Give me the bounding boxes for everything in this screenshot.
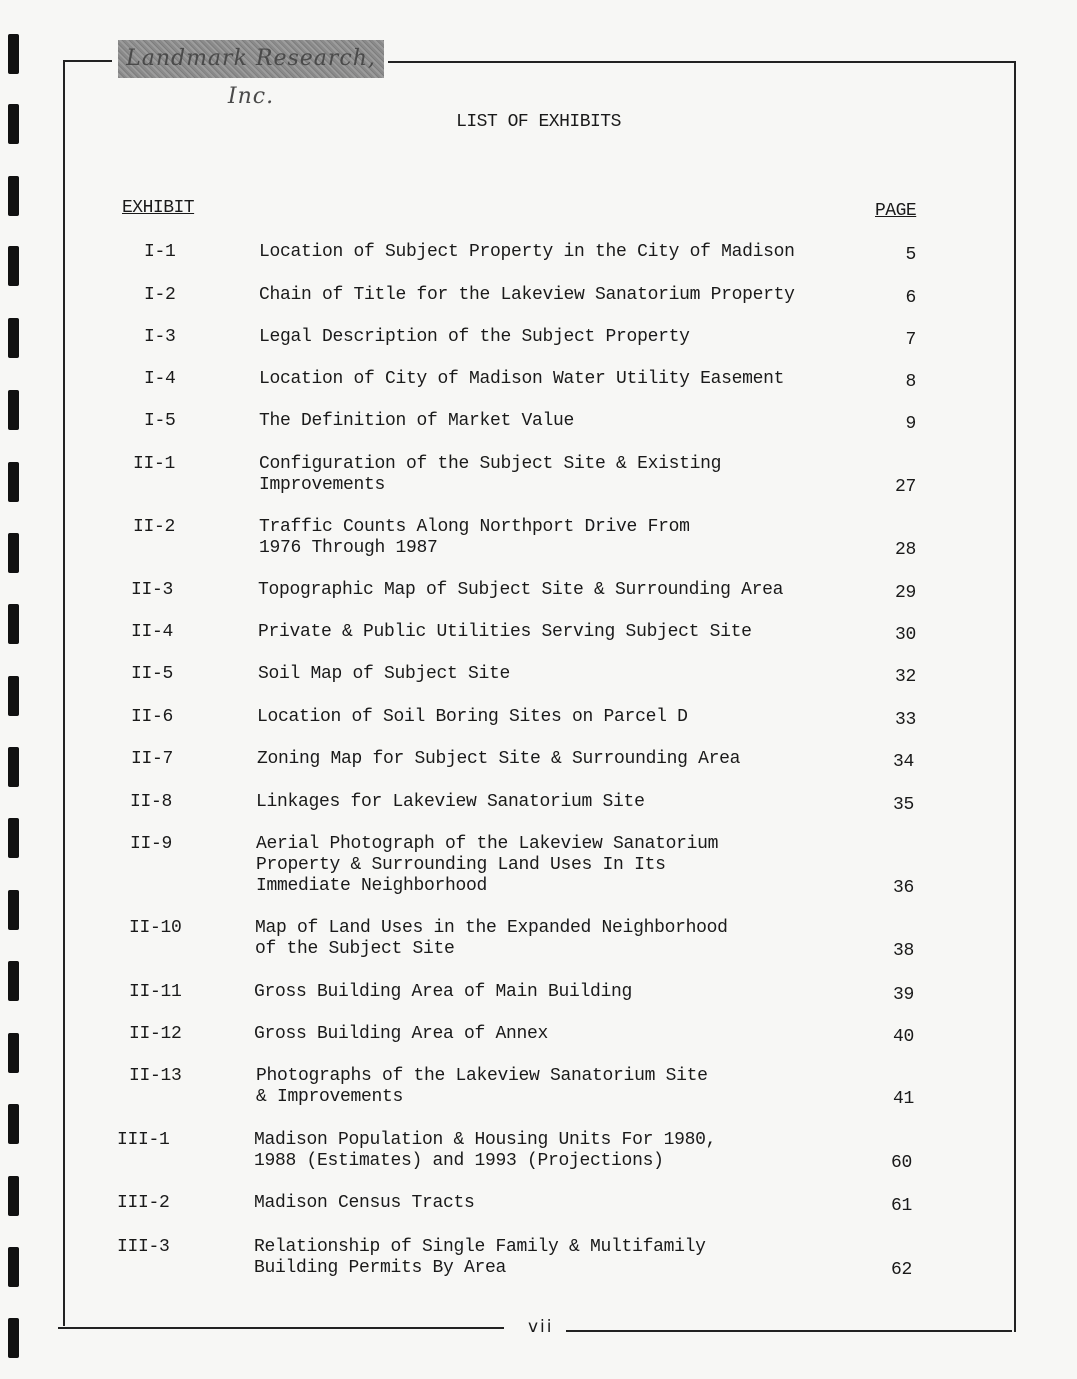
exhibit-title-line: Location of Subject Property in the City of Madison: [259, 242, 795, 262]
exhibit-number: I-4: [144, 369, 176, 389]
exhibit-title-line: Zoning Map for Subject Site & Surrounding Area: [257, 749, 741, 769]
exhibit-title-line: The Definition of Market Value: [259, 411, 575, 431]
exhibit-page-number: 39: [892, 985, 914, 1005]
binding-hole: [8, 390, 19, 430]
exhibit-page-number: 36: [892, 878, 914, 898]
exhibit-column-header: EXHIBIT: [122, 198, 195, 218]
exhibit-page-number: 6: [905, 288, 916, 308]
frame-line: [64, 60, 112, 62]
exhibit-page-number: 7: [905, 330, 916, 350]
binding-hole: [8, 246, 19, 286]
exhibit-title-line: Gross Building Area of Annex: [254, 1024, 549, 1044]
exhibit-number: II-5: [131, 664, 174, 684]
exhibit-title-line: 1976 Through 1987: [259, 538, 438, 558]
exhibit-title: [256, 792, 645, 813]
exhibit-number: I-5: [144, 411, 176, 431]
exhibit-title-line: Improvements: [259, 475, 386, 495]
exhibit-title: [258, 580, 783, 601]
binding-hole: [8, 1104, 19, 1144]
binding-hole: [8, 176, 19, 216]
exhibit-page-number: 34: [892, 752, 914, 772]
exhibit-title-line: Linkages for Lakeview Sanatorium Site: [256, 792, 645, 812]
exhibit-number: I-1: [144, 242, 176, 262]
exhibit-number: II-10: [129, 918, 182, 938]
exhibit-title: [254, 1130, 716, 1172]
exhibit-title: [254, 1024, 548, 1045]
exhibit-page-number: 32: [894, 667, 916, 687]
exhibit-title: [256, 1066, 708, 1108]
exhibit-title: [259, 454, 721, 496]
binding-hole: [8, 533, 19, 573]
exhibit-page-number: 33: [894, 710, 916, 730]
exhibit-page-number: 35: [892, 795, 914, 815]
exhibit-title: [259, 411, 574, 432]
page-column-header: PAGE: [875, 201, 917, 221]
binding-hole: [8, 1318, 19, 1358]
exhibit-title: [254, 1193, 475, 1214]
binding-hole: [8, 890, 19, 930]
exhibit-page-number: 61: [890, 1196, 912, 1216]
exhibit-title: [258, 664, 510, 685]
binding-hole: [8, 1033, 19, 1073]
exhibit-title-line: Property & Surrounding Land Uses In Its: [256, 855, 666, 875]
exhibit-title-line: & Improvements: [256, 1087, 404, 1107]
exhibit-page-number: 38: [892, 941, 914, 961]
exhibit-title-line: Madison Census Tracts: [254, 1193, 475, 1213]
exhibit-number: II-7: [131, 749, 174, 769]
exhibit-title: [259, 327, 690, 348]
exhibit-page-number: 41: [892, 1089, 914, 1109]
exhibit-number: II-2: [133, 517, 176, 537]
exhibit-title-line: Location of City of Madison Water Utility Easement: [259, 369, 785, 389]
exhibit-page-number: 5: [905, 245, 916, 265]
exhibit-title: [256, 834, 718, 897]
exhibit-number: II-8: [130, 792, 173, 812]
binding-hole: [8, 318, 19, 358]
exhibit-number: II-12: [129, 1024, 182, 1044]
exhibit-title: [259, 242, 795, 263]
exhibit-title: [258, 622, 752, 643]
company-logo: [118, 40, 384, 109]
exhibit-number: II-9: [130, 834, 173, 854]
exhibit-page-number: 40: [892, 1027, 914, 1047]
exhibit-title-line: Madison Population & Housing Units For 1980,: [254, 1130, 717, 1150]
exhibit-page-number: 62: [890, 1260, 912, 1280]
exhibit-number: II-6: [131, 707, 174, 727]
exhibit-number: III-2: [117, 1193, 170, 1213]
binding-hole: [8, 604, 19, 644]
exhibit-number: I-2: [144, 285, 176, 305]
exhibit-title-line: Legal Description of the Subject Property: [259, 327, 690, 347]
frame-line: [388, 61, 1016, 63]
exhibit-page-number: 27: [894, 477, 916, 497]
exhibit-title: [254, 982, 632, 1003]
exhibit-title-line: Soil Map of Subject Site: [258, 664, 511, 684]
binding-hole: [8, 747, 19, 787]
exhibit-page-number: 28: [894, 540, 916, 560]
binding-hole: [8, 818, 19, 858]
frame-line: [63, 60, 65, 1326]
exhibit-title-line: Immediate Neighborhood: [256, 876, 488, 896]
exhibit-title-line: Relationship of Single Family & Multifamily: [254, 1237, 706, 1257]
exhibit-title: [257, 707, 688, 728]
page-title: LIST OF EXHIBITS: [456, 112, 621, 132]
exhibit-title: [257, 749, 740, 770]
exhibit-title-line: Photographs of the Lakeview Sanatorium Site: [256, 1066, 708, 1086]
exhibit-title-line: Configuration of the Subject Site & Existing: [259, 454, 722, 474]
exhibit-page-number: 9: [905, 414, 916, 434]
binding-hole: [8, 961, 19, 1001]
exhibit-title-line: Private & Public Utilities Serving Subject Site: [258, 622, 752, 642]
exhibit-page-number: 30: [894, 625, 916, 645]
exhibit-title: [259, 517, 690, 559]
exhibit-page-number: 8: [905, 372, 916, 392]
exhibit-title: [254, 1237, 706, 1279]
exhibit-title-line: Location of Soil Boring Sites on Parcel D: [257, 707, 688, 727]
exhibit-page-number: 29: [894, 583, 916, 603]
exhibit-number: II-13: [129, 1066, 182, 1086]
logo-text: Landmark Research, Inc.: [126, 46, 376, 109]
exhibit-title: [259, 285, 795, 306]
frame-line: [566, 1330, 1012, 1332]
exhibit-title-line: Building Permits By Area: [254, 1258, 507, 1278]
exhibit-number: I-3: [144, 327, 176, 347]
exhibit-number: II-3: [131, 580, 174, 600]
exhibit-title-line: Gross Building Area of Main Building: [254, 982, 633, 1002]
exhibit-title-line: Chain of Title for the Lakeview Sanatorium Property: [259, 285, 795, 305]
binding-hole: [8, 1176, 19, 1216]
exhibit-title-line: of the Subject Site: [255, 939, 455, 959]
exhibit-number: III-3: [117, 1237, 170, 1257]
frame-line: [58, 1327, 504, 1329]
exhibit-title-line: Aerial Photograph of the Lakeview Sanatorium: [256, 834, 719, 854]
exhibit-title-line: Traffic Counts Along Northport Drive From: [259, 517, 690, 537]
binding-hole: [8, 676, 19, 716]
exhibit-title: [255, 918, 728, 960]
exhibit-title-line: 1988 (Estimates) and 1993 (Projections): [254, 1151, 664, 1171]
binding-hole: [8, 1247, 19, 1287]
exhibit-number: II-1: [133, 454, 176, 474]
exhibit-title-line: Topographic Map of Subject Site & Surrounding Area: [258, 580, 784, 600]
exhibit-page-number: 60: [890, 1153, 912, 1173]
frame-line: [1014, 62, 1016, 1332]
exhibit-title: [259, 369, 784, 390]
page-number: vii: [528, 1317, 554, 1337]
binding-hole: [8, 34, 19, 74]
exhibit-title-line: Map of Land Uses in the Expanded Neighborhood: [255, 918, 728, 938]
exhibit-number: II-4: [131, 622, 174, 642]
exhibit-number: II-11: [129, 982, 182, 1002]
binding-hole: [8, 462, 19, 502]
exhibit-number: III-1: [117, 1130, 170, 1150]
